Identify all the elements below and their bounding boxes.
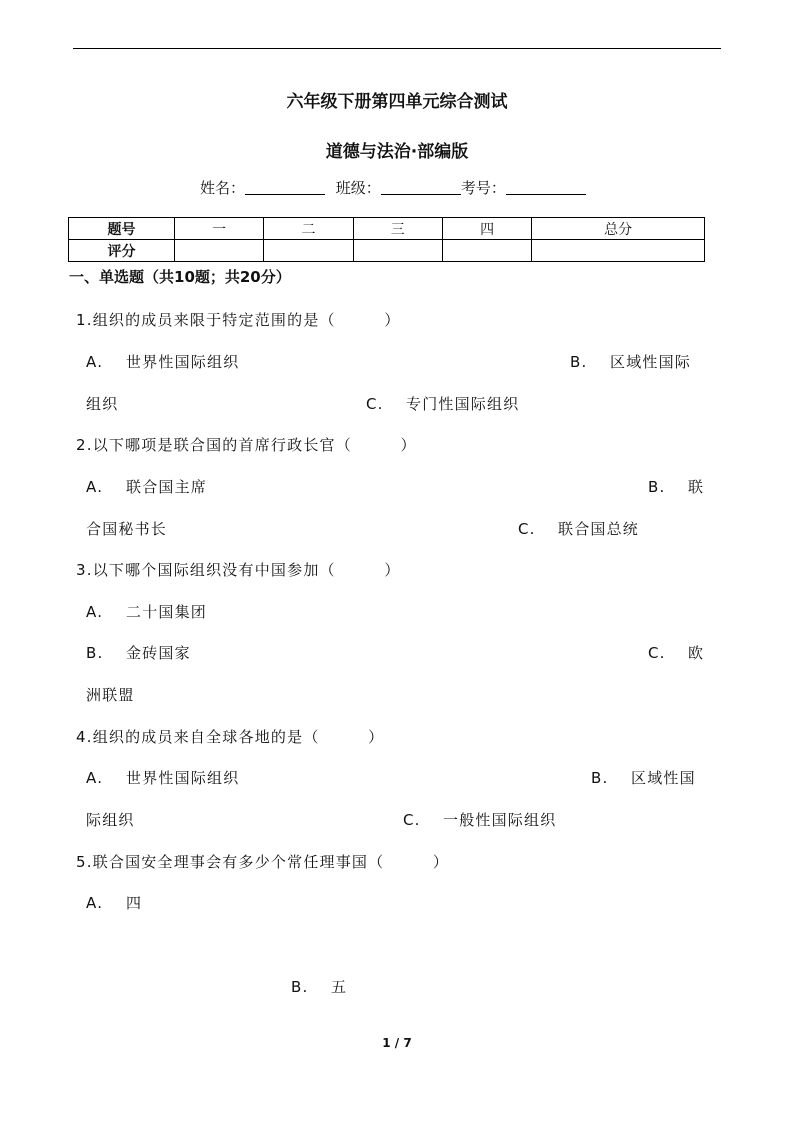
score-table <box>68 217 705 262</box>
score-cell[interactable] <box>264 240 353 262</box>
page-number: 1 / 7 <box>382 1036 412 1050</box>
q1-option-c[interactable] <box>366 393 519 414</box>
score-table-header-row <box>69 218 705 240</box>
q2-option-b[interactable] <box>648 476 704 497</box>
option-text: 一般性国际组织 <box>443 811 557 829</box>
table-header-cell: 二 <box>264 218 353 240</box>
q1-option-b[interactable] <box>570 351 691 372</box>
option-text: 联合国主席 <box>126 478 208 496</box>
question-2-text: 2.以下哪项是联合国的首席行政长官（ ） <box>76 436 417 454</box>
q4-option-a[interactable] <box>86 767 239 788</box>
page-title: 六年级下册第四单元综合测试 <box>286 92 508 112</box>
table-header-cell: 题号 <box>69 218 175 240</box>
option-text: 金砖国家 <box>126 644 191 662</box>
score-cell[interactable] <box>353 240 442 262</box>
option-text: 世界性国际组织 <box>126 353 240 371</box>
q3-option-a[interactable] <box>86 601 207 622</box>
question-4-text: 4.组织的成员来自全球各地的是（ ） <box>76 728 385 746</box>
option-label: A. <box>86 478 104 496</box>
option-label: B. <box>648 478 666 496</box>
option-label: C. <box>366 395 384 413</box>
page-subtitle: 道德与法治·部编版 <box>325 142 469 162</box>
q2-option-a[interactable] <box>86 476 207 497</box>
option-text: 四 <box>126 894 143 912</box>
option-label: B. <box>86 644 104 662</box>
option-text: 联合国总统 <box>558 520 640 538</box>
name-field[interactable] <box>245 180 325 195</box>
option-text: 五 <box>331 978 348 996</box>
q1-option-b-continued: 组织 <box>86 395 119 413</box>
option-text: 世界性国际组织 <box>126 769 240 787</box>
option-text: 欧 <box>688 644 705 662</box>
score-cell[interactable] <box>442 240 531 262</box>
q4-option-b[interactable] <box>591 767 696 788</box>
score-cell[interactable] <box>532 240 705 262</box>
table-header-cell: 总分 <box>532 218 705 240</box>
option-text: 联 <box>688 478 705 496</box>
option-label: A. <box>86 603 104 621</box>
option-label: C. <box>518 520 536 538</box>
option-label: A. <box>86 769 104 787</box>
q4-option-b-continued: 际组织 <box>86 811 135 829</box>
option-label: C. <box>403 811 421 829</box>
q5-option-a[interactable] <box>86 892 142 913</box>
score-cell[interactable] <box>175 240 264 262</box>
option-text: 专门性国际组织 <box>406 395 520 413</box>
q4-option-c[interactable] <box>403 809 556 830</box>
q5-option-b[interactable] <box>291 976 347 997</box>
option-label: B. <box>570 353 588 371</box>
section-title: 一、单选题（共10题；共20分） <box>69 268 291 286</box>
question-3-text: 3.以下哪个国际组织没有中国参加（ ） <box>76 561 401 579</box>
score-row-label: 评分 <box>69 240 175 262</box>
student-info-line <box>200 177 586 198</box>
exam-label: 考号： <box>460 179 506 197</box>
table-header-cell: 一 <box>175 218 264 240</box>
q3-option-c[interactable] <box>648 642 704 663</box>
question-1-text: 1.组织的成员来限于特定范围的是（ ） <box>76 311 401 329</box>
option-label: B. <box>291 978 309 996</box>
q3-option-c-continued: 洲联盟 <box>86 686 135 704</box>
table-header-cell: 三 <box>353 218 442 240</box>
option-label: B. <box>591 769 609 787</box>
table-header-cell: 四 <box>442 218 531 240</box>
option-label: A. <box>86 353 104 371</box>
class-field[interactable] <box>381 180 461 195</box>
q2-option-b-continued: 合国秘书长 <box>86 520 168 538</box>
q2-option-c[interactable] <box>518 518 639 539</box>
exam-number-field[interactable] <box>506 180 586 195</box>
score-table-row <box>69 240 705 262</box>
name-label: 姓名： <box>200 179 246 197</box>
option-text: 二十国集团 <box>126 603 208 621</box>
option-label: C. <box>648 644 666 662</box>
q3-option-b[interactable] <box>86 642 191 663</box>
question-5-text: 5.联合国安全理事会有多少个常任理事国（ ） <box>76 853 450 871</box>
option-text: 区域性国际 <box>610 353 692 371</box>
header-rule <box>73 48 721 49</box>
class-label: 班级： <box>335 179 381 197</box>
option-text: 区域性国 <box>631 769 696 787</box>
q1-option-a[interactable] <box>86 351 239 372</box>
option-label: A. <box>86 894 104 912</box>
